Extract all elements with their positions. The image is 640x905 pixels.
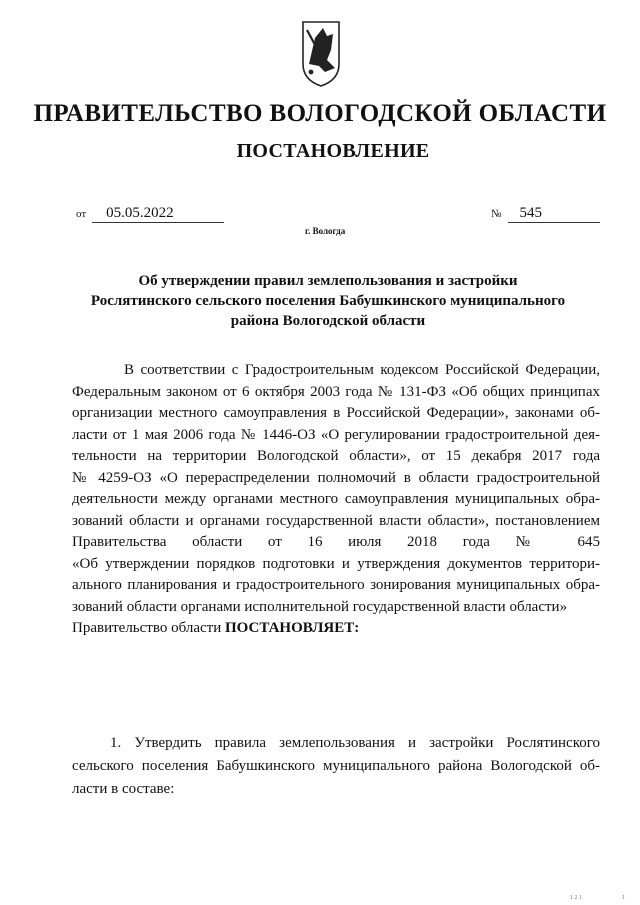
text-line: «Об утверждении порядков подготовки и утверждения документов территори-: [72, 555, 600, 572]
coat-of-arms-icon: [301, 20, 341, 88]
resolution-line: [72, 618, 600, 640]
date-value: 05.05.2022: [92, 205, 224, 223]
resolution-prefix: Правительство области: [72, 620, 225, 636]
clause-1-paragraph: [72, 732, 600, 801]
subject-line: Рослятинского сельского поселения Бабушкинского муниципального: [90, 293, 566, 309]
text-line: В соответствии с Градостроительным кодексом Российской Федерации,: [124, 362, 600, 378]
page-mark-right: 1: [622, 895, 625, 901]
text-line: зований области и органами государственной власти области», постановлением: [72, 512, 600, 529]
document-subject: [60, 271, 596, 331]
number-label: №: [491, 208, 502, 220]
page-mark-left: 1 2 1: [570, 895, 582, 901]
document-date: [76, 205, 224, 223]
text-line: сельского поселения Бабушкинского муниципального района Вологодской об-: [72, 758, 600, 774]
text-line: Правительства области от 16 июля 2018 года № 645: [72, 534, 600, 550]
text-line: Федеральным законом от 6 октября 2003 года № 131-ФЗ «Об общих принципах: [72, 383, 600, 400]
document-type-heading: ПОСТАНОВЛЕНИЕ: [236, 140, 430, 162]
text-line: организации местного самоуправления в Российской Федерации», законами об-: [72, 405, 600, 421]
resolution-keyword: ПОСТАНОВЛЯЕТ:: [224, 620, 360, 636]
city-name: г. Вологда: [305, 226, 346, 236]
subject-line: Об утверждении правил землепользования и застройки: [138, 273, 518, 289]
text-line: деятельности между органами местного самоуправления муниципальных обра-: [72, 491, 600, 507]
text-line: зований области органами исполнительной государственной власти области»: [72, 598, 568, 615]
text-line: 1. Утвердить правила землепользования и застройки Рослятинского: [110, 735, 600, 751]
preamble-paragraph: [72, 360, 600, 640]
text-line: ласти в составе:: [72, 781, 175, 797]
text-line: ального планирования и градостроительного зонирования муниципальных обра-: [72, 577, 600, 593]
organization-title: ПРАВИТЕЛЬСТВО ВОЛОГОДСКОЙ ОБЛАСТИ: [33, 100, 607, 127]
document-number: [491, 205, 600, 223]
number-value: 545: [508, 205, 600, 223]
date-label: от: [76, 208, 87, 220]
text-line: № 4259-ОЗ «О перераспределении полномочий в области градостроительной: [72, 469, 600, 486]
text-line: тельности на территории Вологодской области», от 15 декабря 2017 года: [72, 448, 600, 464]
subject-line: района Вологодской области: [230, 313, 426, 329]
text-line: ласти от 1 мая 2006 года № 1446-ОЗ «О регулировании градостроительной дея-: [72, 426, 600, 443]
